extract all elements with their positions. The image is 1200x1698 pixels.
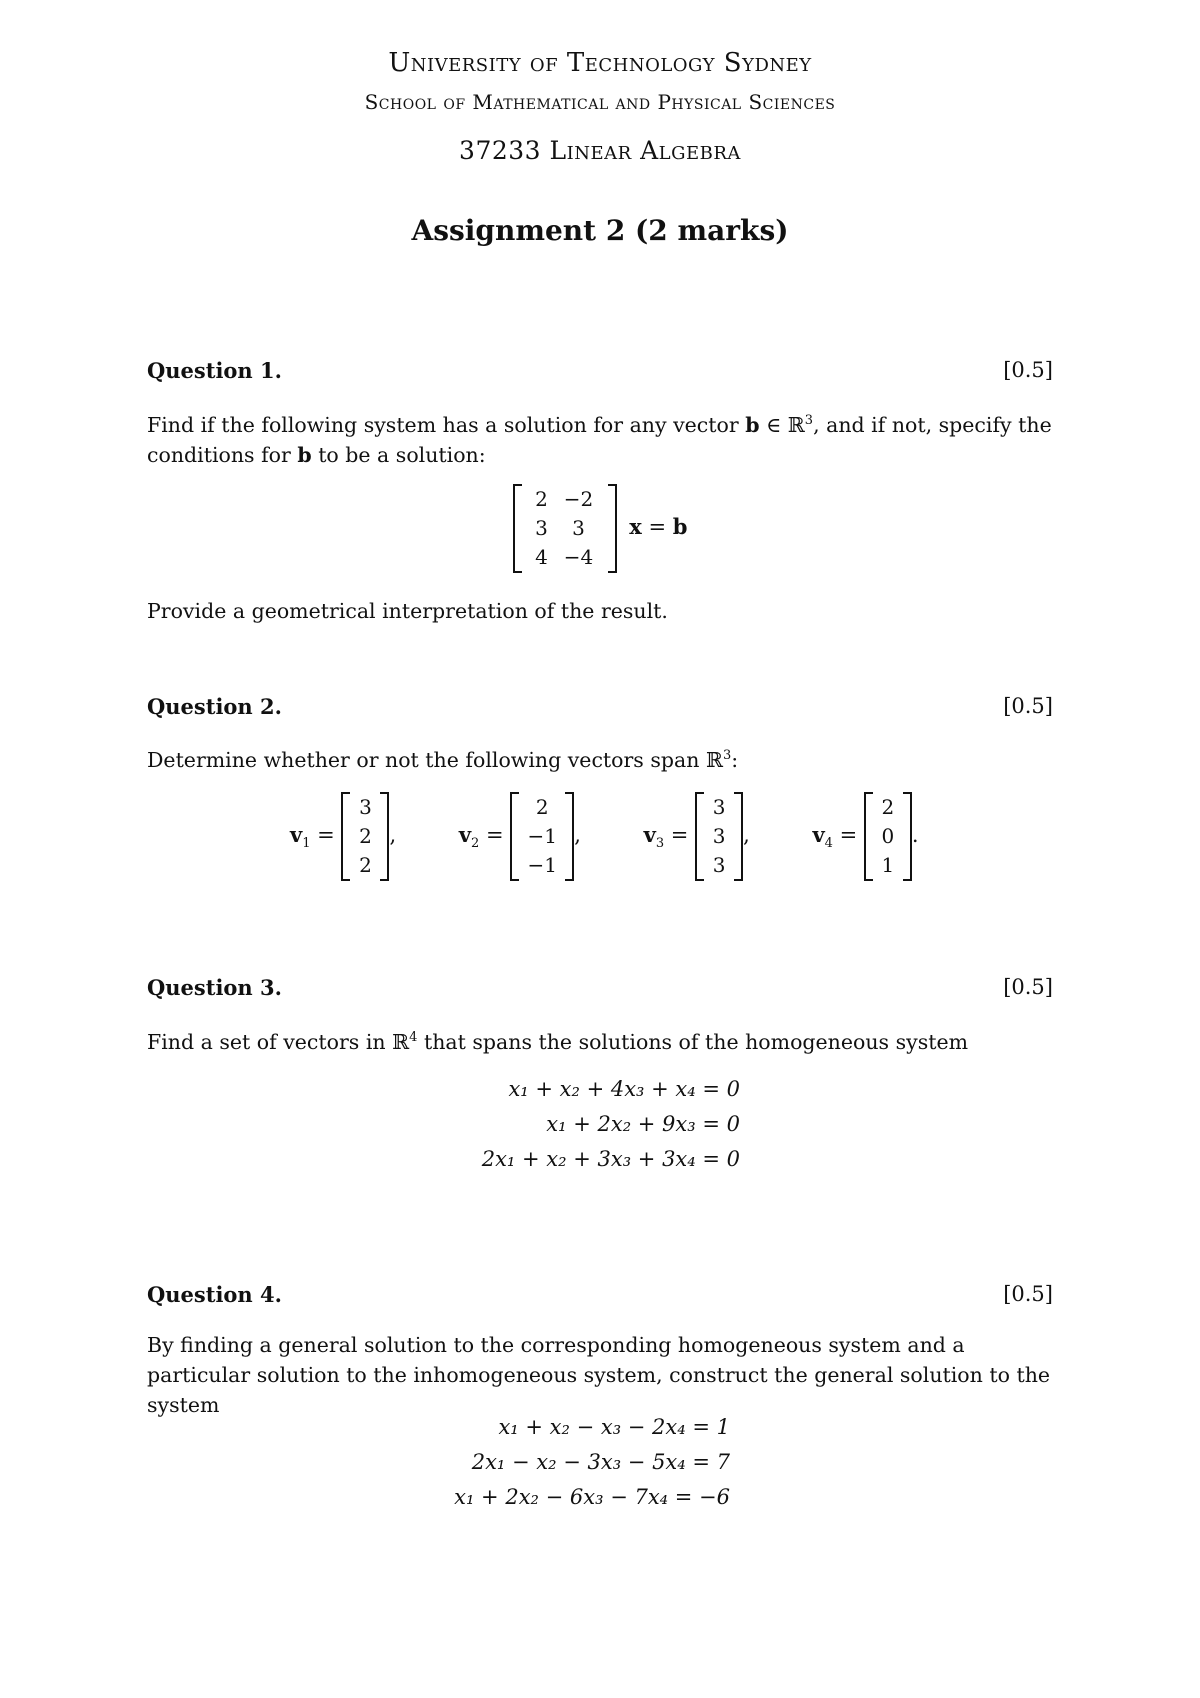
course-title: 37233 Linear Algebra (459, 136, 741, 165)
equation-row: 2x₁ − x₂ − 3x₃ − 5x₄ = 7 (471, 1450, 730, 1474)
question-2-text: Determine whether or not the following vectors span ℝ$^3$: (147, 747, 739, 772)
matrix-cell: 4 (535, 545, 548, 569)
matrix-cell: 3 (572, 516, 585, 540)
matrix-cell: 3 (535, 516, 548, 540)
question-3-text: Find a set of vectors in ℝ$^4$ that spans the solutions of the homogeneous system (147, 1029, 969, 1054)
question-2-marks: [0.5] (1003, 694, 1053, 718)
question-1-followup: Provide a geometrical interpretation of the result. (147, 599, 668, 623)
vector-v2: $v_2$ = 2 −1 −1 , (459, 823, 588, 847)
equation-row: x₁ + x₂ − x₃ − 2x₄ = 1 (498, 1415, 730, 1439)
question-2-title: Question 2. (147, 694, 282, 719)
question-1-title: Question 1. (147, 358, 282, 383)
equation-row: x₁ + 2x₂ − 6x₃ − 7x₄ = −6 (454, 1485, 730, 1509)
vector-v4: $v_4$ = 2 0 1 . (812, 823, 918, 847)
school-name: School of Mathematical and Physical Sciences (364, 90, 836, 114)
question-1-equation: 2 −2 3 3 4 −4 x = b (0, 484, 1200, 573)
question-3-marks: [0.5] (1003, 975, 1053, 999)
vector-v1: $v_1$ = 3 2 2 , (290, 823, 403, 847)
question-4-system (300, 1415, 730, 1520)
question-3-system (300, 1077, 740, 1182)
question-1-marks: [0.5] (1003, 358, 1053, 382)
university-name: University of Technology Sydney (388, 48, 812, 78)
question-1-matrix (513, 484, 617, 573)
equation-row: x₁ + 2x₂ + 9x₃ = 0 (546, 1112, 740, 1136)
assignment-title: Assignment 2 (2 marks) (411, 214, 789, 247)
question-4-text: By finding a general solution to the corresponding homogeneous system and a particular solution to the inhomogeneous system, construct the general solution to the system (147, 1333, 1051, 1417)
question-1-text: Find if the following system has a solution for any vector b ∈ ℝ$^3$, and if not, specify the conditions for b to be a solution: (147, 412, 1052, 467)
question-3-title: Question 3. (147, 975, 282, 1000)
vector-v3: $v_3$ = 3 3 3 , (644, 823, 757, 847)
question-4-marks: [0.5] (1003, 1282, 1053, 1306)
equation-row: x₁ + x₂ + 4x₃ + x₄ = 0 (508, 1077, 740, 1101)
question-4-title: Question 4. (147, 1282, 282, 1307)
matrix-cell: 2 (535, 487, 548, 511)
equation-row: 2x₁ + x₂ + 3x₃ + 3x₄ = 0 (481, 1147, 740, 1171)
matrix-cell: −2 (563, 487, 594, 511)
question-2-vectors (290, 792, 919, 881)
matrix-cell: −4 (563, 545, 594, 569)
